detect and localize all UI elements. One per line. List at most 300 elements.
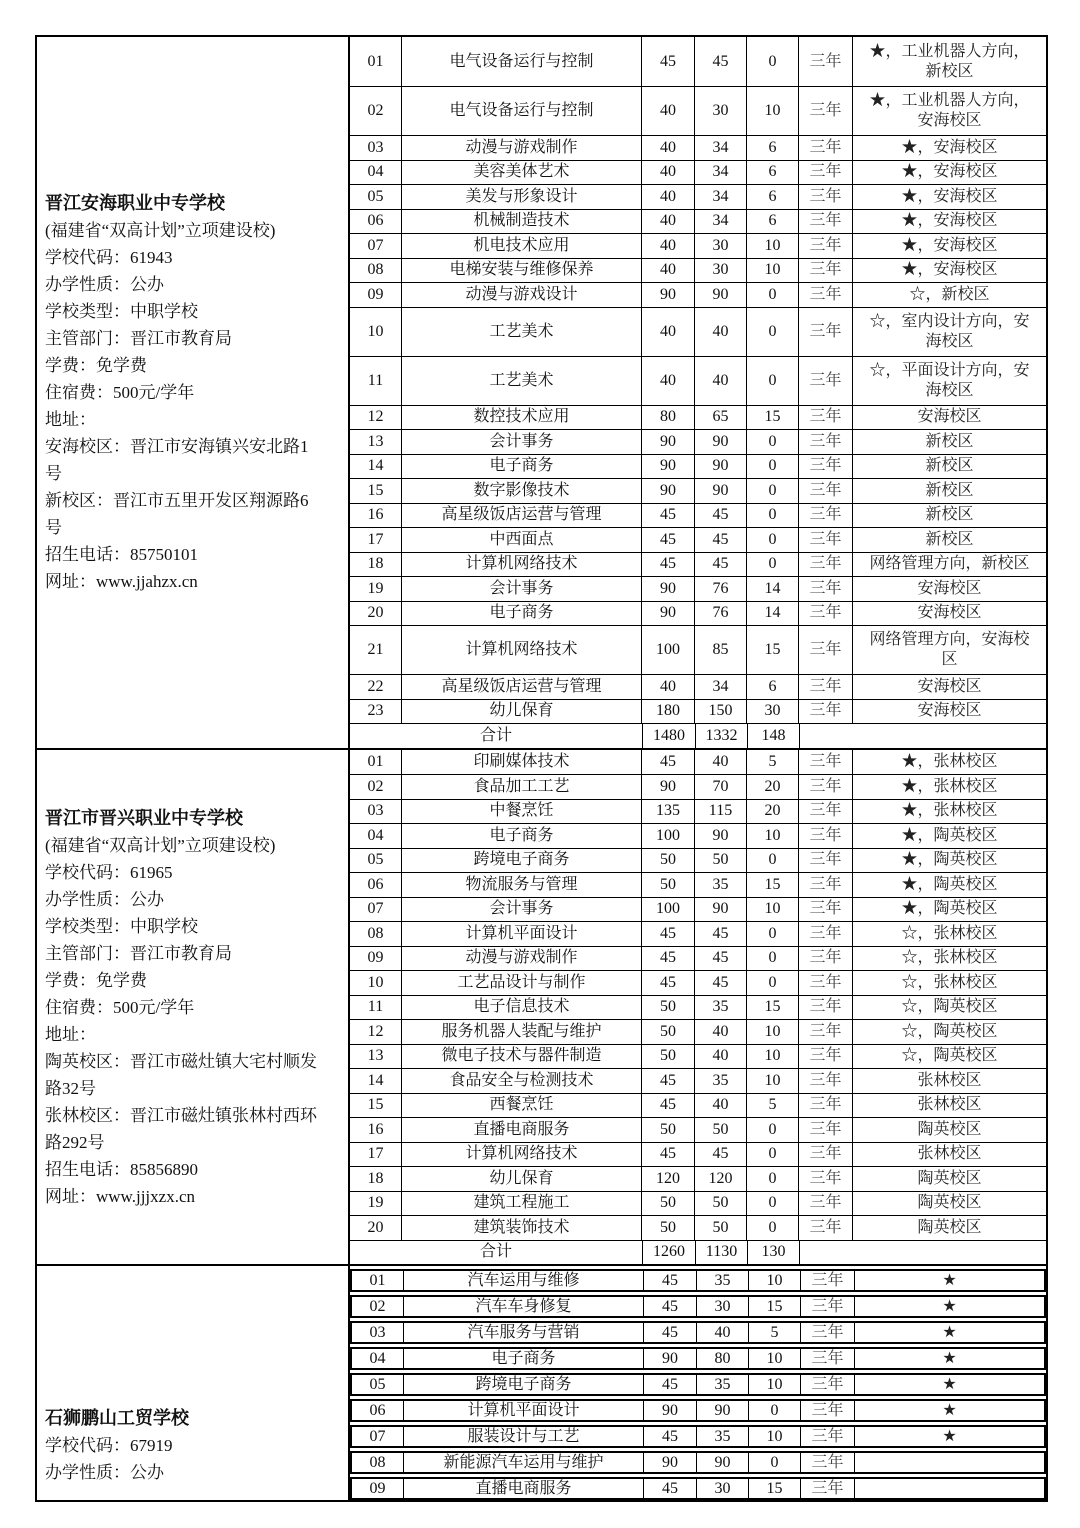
count-col1: 45	[642, 750, 695, 775]
row-number: 04	[352, 1349, 404, 1368]
remark: ★，工业机器人方向，新校区	[869, 42, 1030, 80]
remark: ★	[942, 1297, 957, 1315]
school-section-jinjiang-anhai	[37, 37, 1046, 748]
duration: 三年	[799, 898, 853, 922]
duration: 三年	[799, 234, 853, 258]
table-row	[350, 1451, 1046, 1474]
remark: ★，安海校区	[901, 138, 998, 156]
row-number: 05	[352, 1375, 404, 1394]
count-col3: 14	[747, 577, 799, 601]
major-name: 电气设备运行与控制	[402, 37, 642, 86]
row-number: 09	[350, 283, 402, 307]
table-row	[350, 454, 1046, 479]
count-col2: 76	[695, 577, 747, 601]
major-name: 计算机平面设计	[402, 922, 642, 946]
major-name: 电梯安装与维修保养	[402, 259, 642, 283]
count-col2: 45	[695, 553, 747, 577]
remark: ☆，室内设计方向，安海校区	[869, 312, 1030, 350]
table-row	[350, 1191, 1046, 1216]
row-number: 14	[350, 1069, 402, 1093]
major-name: 食品加工工艺	[402, 775, 642, 799]
count-col2: 34	[695, 210, 747, 234]
school-name: 石狮鹏山工贸学校	[45, 1408, 189, 1428]
count-col2: 45	[695, 504, 747, 528]
major-name: 汽车车身修复	[404, 1297, 644, 1316]
table-row	[350, 307, 1046, 356]
school-details	[45, 217, 322, 595]
count-col1: 50	[642, 1118, 695, 1142]
major-name: 计算机网络技术	[402, 553, 642, 577]
count-col1: 45	[644, 1479, 697, 1498]
count-col1: 40	[642, 308, 695, 356]
count-col1: 50	[642, 873, 695, 897]
row-number: 11	[350, 996, 402, 1020]
count-col1: 45	[642, 528, 695, 552]
row-number: 12	[350, 406, 402, 430]
school-info-line: 住宿费：500元/学年	[45, 383, 195, 403]
duration: 三年	[799, 1216, 853, 1240]
major-name: 微电子技术与器件制造	[402, 1045, 642, 1069]
count-col1: 90	[642, 455, 695, 479]
remark: ★，陶英校区	[901, 826, 998, 844]
table-row	[350, 1295, 1046, 1318]
row-number: 03	[350, 800, 402, 824]
remark: 新校区	[925, 506, 974, 524]
table-row	[350, 1321, 1046, 1344]
count-col2: 40	[695, 308, 747, 356]
major-name: 电子商务	[402, 602, 642, 626]
table-row	[350, 1117, 1046, 1142]
count-col1: 45	[644, 1375, 697, 1394]
remark: ★，工业机器人方向，安海校区	[869, 92, 1030, 129]
major-name: 中西面点	[402, 528, 642, 552]
major-name: 汽车服务与营销	[404, 1323, 644, 1342]
count-col2: 35	[695, 873, 747, 897]
row-number: 06	[350, 873, 402, 897]
row-number: 01	[350, 750, 402, 775]
count-col1: 45	[642, 1094, 695, 1118]
school-info-line: 张林校区：晋江市磁灶镇张林村西环路292号	[45, 1105, 317, 1152]
remark: 陶英校区	[917, 1120, 982, 1138]
count-col3: 10	[749, 1375, 801, 1394]
major-name: 计算机平面设计	[404, 1401, 644, 1420]
school-info-line: 新校区：晋江市五里开发区翔源路6号	[45, 491, 309, 538]
table-row	[350, 576, 1046, 601]
table-row	[350, 872, 1046, 897]
remark: 安海校区	[917, 677, 982, 695]
school-info-line: 学校类型：中职学校	[45, 302, 198, 322]
count-col3: 10	[747, 1020, 799, 1044]
remark: ☆，陶英校区	[901, 998, 998, 1016]
total-col2: 1332	[696, 724, 748, 748]
school-info-line: 地址：	[45, 410, 96, 430]
count-col1: 100	[642, 626, 695, 674]
count-col3: 0	[747, 528, 799, 552]
duration: 三年	[799, 553, 853, 577]
count-col3: 0	[747, 479, 799, 503]
count-col2: 35	[695, 996, 747, 1020]
row-number: 05	[350, 849, 402, 873]
duration: 三年	[801, 1323, 855, 1342]
table-row	[350, 405, 1046, 430]
major-name: 计算机网络技术	[402, 1143, 642, 1167]
major-name: 会计事务	[402, 898, 642, 922]
table-row	[350, 86, 1046, 135]
school-info-line: 安海校区：晋江市安海镇兴安北路1号	[45, 437, 309, 484]
duration: 三年	[799, 528, 853, 552]
count-col3: 0	[747, 922, 799, 946]
count-col2: 45	[695, 922, 747, 946]
row-number: 13	[350, 1045, 402, 1069]
row-number: 10	[350, 971, 402, 995]
count-col2: 45	[695, 1143, 747, 1167]
remark: ☆，张林校区	[901, 924, 998, 942]
major-name: 机械制造技术	[402, 210, 642, 234]
school-info-line: 办学性质：公办	[45, 1463, 164, 1482]
major-name: 动漫与游戏制作	[402, 136, 642, 160]
count-col2: 40	[695, 357, 747, 405]
remark: 陶英校区	[917, 1218, 982, 1236]
row-number: 18	[350, 553, 402, 577]
count-col3: 20	[747, 775, 799, 799]
duration: 三年	[799, 577, 853, 601]
count-col2: 35	[697, 1427, 749, 1446]
major-name: 会计事务	[402, 577, 642, 601]
remark: ★，张林校区	[901, 777, 998, 795]
table-row	[350, 1347, 1046, 1370]
count-col3: 20	[747, 800, 799, 824]
duration: 三年	[801, 1271, 855, 1290]
remark: ★	[942, 1401, 957, 1419]
major-name: 中餐烹饪	[402, 800, 642, 824]
count-col2: 90	[697, 1401, 749, 1420]
remark: 张林校区	[917, 1071, 982, 1089]
duration: 三年	[799, 700, 853, 724]
remark: 新校区	[925, 432, 974, 450]
count-col1: 90	[642, 775, 695, 799]
count-col2: 70	[695, 775, 747, 799]
count-col2: 30	[695, 87, 747, 135]
remark: ☆，陶英校区	[901, 1022, 998, 1040]
major-name: 工艺美术	[402, 357, 642, 405]
total-col1: 1480	[643, 724, 696, 748]
row-number: 20	[350, 1216, 402, 1240]
school-info-line: 地址：	[45, 1024, 96, 1044]
count-col2: 80	[697, 1349, 749, 1368]
table-row	[350, 750, 1046, 775]
major-name: 直播电商服务	[402, 1118, 642, 1142]
major-rows	[350, 1266, 1046, 1500]
count-col3: 10	[747, 234, 799, 258]
remark: ☆，新校区	[909, 285, 990, 303]
table-row	[350, 233, 1046, 258]
major-name: 幼儿保育	[402, 700, 642, 724]
duration: 三年	[801, 1375, 855, 1394]
count-col3: 0	[747, 947, 799, 971]
count-col1: 45	[642, 947, 695, 971]
school-info-line: 招生电话：85750101	[45, 545, 198, 565]
total-blank	[800, 724, 1046, 748]
major-name: 高星级饭店运营与管理	[402, 675, 642, 699]
count-col1: 40	[642, 87, 695, 135]
duration: 三年	[799, 922, 853, 946]
table-row	[350, 1425, 1046, 1448]
count-col3: 0	[747, 553, 799, 577]
school-info-line: 学校代码：61965	[45, 862, 173, 882]
count-col2: 35	[697, 1375, 749, 1394]
total-col3: 130	[748, 1241, 800, 1265]
count-col1: 40	[642, 234, 695, 258]
table-row	[350, 429, 1046, 454]
major-name: 建筑工程施工	[402, 1192, 642, 1216]
duration: 三年	[799, 1143, 853, 1167]
remark: ★	[942, 1271, 957, 1289]
major-name: 电子商务	[402, 455, 642, 479]
remark: 安海校区	[917, 408, 982, 426]
school-info-cell	[37, 750, 350, 1265]
major-name: 电子商务	[402, 824, 642, 848]
total-col2: 1130	[696, 1241, 748, 1265]
row-number: 15	[350, 1094, 402, 1118]
table-row	[350, 1373, 1046, 1396]
row-number: 16	[350, 504, 402, 528]
major-name: 动漫与游戏设计	[402, 283, 642, 307]
duration: 三年	[799, 161, 853, 185]
count-col1: 90	[644, 1349, 697, 1368]
major-name: 工艺品设计与制作	[402, 971, 642, 995]
row-number: 02	[350, 775, 402, 799]
count-col3: 5	[747, 1094, 799, 1118]
school-info-line: 学校代码：67919	[45, 1436, 173, 1455]
row-number: 08	[352, 1453, 404, 1472]
duration: 三年	[799, 849, 853, 873]
remark: 安海校区	[917, 702, 982, 720]
table-row	[350, 1142, 1046, 1167]
count-col1: 90	[642, 479, 695, 503]
remark: 陶英校区	[917, 1194, 982, 1212]
count-col1: 45	[642, 1143, 695, 1167]
count-col1: 40	[642, 185, 695, 209]
count-col3: 6	[747, 675, 799, 699]
count-col3: 6	[747, 185, 799, 209]
count-col2: 30	[697, 1297, 749, 1316]
school-info-line: 学校代码：61943	[45, 248, 173, 268]
school-info-line: 办学性质：公办	[45, 889, 164, 909]
count-col2: 34	[695, 185, 747, 209]
row-number: 08	[350, 922, 402, 946]
duration: 三年	[799, 1045, 853, 1069]
remark	[855, 1479, 1044, 1498]
count-col3: 0	[747, 37, 799, 86]
count-col2: 90	[695, 479, 747, 503]
count-col2: 40	[695, 1045, 747, 1069]
count-col1: 50	[642, 996, 695, 1020]
school-info-line: (福建省“双高计划”立项建设校)	[45, 221, 276, 241]
row-number: 10	[350, 308, 402, 356]
row-number: 09	[352, 1479, 404, 1498]
major-name: 新能源汽车运用与维护	[404, 1453, 644, 1472]
count-col1: 45	[642, 504, 695, 528]
school-name: 晋江安海职业中专学校	[45, 193, 225, 214]
school-info-line: 主管部门：晋江市教育局	[45, 943, 232, 963]
school-info-line: 住宿费：500元/学年	[45, 997, 195, 1017]
count-col2: 150	[695, 700, 747, 724]
school-info-line: 网址：www.jjahzx.cn	[45, 572, 198, 592]
remark: ★，安海校区	[901, 236, 998, 254]
table-row	[350, 774, 1046, 799]
count-col3: 10	[747, 87, 799, 135]
table-row	[350, 970, 1046, 995]
count-col1: 90	[642, 283, 695, 307]
count-col3: 0	[747, 1143, 799, 1167]
row-number: 06	[352, 1401, 404, 1420]
duration: 三年	[801, 1427, 855, 1446]
count-col2: 50	[695, 1192, 747, 1216]
major-name: 西餐烹饪	[402, 1094, 642, 1118]
total-blank	[800, 1241, 1046, 1265]
remark: 新校区	[925, 530, 974, 548]
remark: ☆，平面设计方向，安海校区	[869, 361, 1030, 399]
table-row	[350, 995, 1046, 1020]
school-info-line: 陶英校区：晋江市磁灶镇大宅村顺发路32号	[45, 1051, 317, 1098]
row-number: 17	[350, 528, 402, 552]
duration: 三年	[801, 1453, 855, 1472]
row-number: 03	[352, 1323, 404, 1342]
school-info-line: 办学性质：公办	[45, 275, 164, 295]
row-number: 19	[350, 577, 402, 601]
count-col3: 0	[747, 971, 799, 995]
duration: 三年	[799, 1192, 853, 1216]
major-name: 工艺美术	[402, 308, 642, 356]
count-col2: 35	[695, 1069, 747, 1093]
count-col3: 10	[747, 824, 799, 848]
count-col3: 10	[749, 1349, 801, 1368]
count-col3: 5	[749, 1323, 801, 1342]
row-number: 01	[352, 1271, 404, 1290]
row-number: 05	[350, 185, 402, 209]
count-col1: 80	[642, 406, 695, 430]
count-col2: 30	[697, 1479, 749, 1498]
remark: ★	[942, 1375, 957, 1393]
table-row	[350, 674, 1046, 699]
count-col2: 90	[695, 455, 747, 479]
count-col2: 65	[695, 406, 747, 430]
duration: 三年	[799, 626, 853, 674]
row-number: 02	[352, 1297, 404, 1316]
count-col1: 90	[642, 602, 695, 626]
enrollment-plan-table	[35, 35, 1048, 1502]
count-col2: 50	[695, 1216, 747, 1240]
count-col3: 0	[747, 357, 799, 405]
count-col3: 10	[747, 898, 799, 922]
row-number: 07	[352, 1427, 404, 1446]
major-name: 服务机器人装配与维护	[402, 1020, 642, 1044]
remark: 安海校区	[917, 604, 982, 622]
major-name: 电子商务	[404, 1349, 644, 1368]
duration: 三年	[799, 996, 853, 1020]
count-col1: 45	[644, 1297, 697, 1316]
remark: ★，张林校区	[901, 752, 998, 770]
count-col3: 0	[747, 849, 799, 873]
count-col2: 76	[695, 602, 747, 626]
remark: 张林校区	[917, 1096, 982, 1114]
row-number: 19	[350, 1192, 402, 1216]
count-col3: 15	[747, 996, 799, 1020]
school-info-line: 网址：www.jjjxzx.cn	[45, 1186, 195, 1206]
duration: 三年	[799, 185, 853, 209]
count-col2: 40	[695, 1020, 747, 1044]
major-name: 高星级饭店运营与管理	[402, 504, 642, 528]
count-col2: 90	[695, 898, 747, 922]
duration: 三年	[799, 947, 853, 971]
count-col1: 50	[642, 1020, 695, 1044]
row-number: 16	[350, 1118, 402, 1142]
table-row	[350, 848, 1046, 873]
major-name: 印刷媒体技术	[402, 750, 642, 775]
total-label: 合计	[350, 724, 643, 748]
count-col1: 90	[642, 577, 695, 601]
major-name: 物流服务与管理	[402, 873, 642, 897]
remark: ☆，张林校区	[901, 949, 998, 967]
row-number: 23	[350, 700, 402, 724]
count-col3: 10	[747, 259, 799, 283]
remark: ★，陶英校区	[901, 900, 998, 918]
count-col2: 90	[695, 283, 747, 307]
count-col3: 15	[749, 1297, 801, 1316]
row-number: 13	[350, 430, 402, 454]
school-info-line: 招生电话：85856890	[45, 1159, 198, 1179]
total-col1: 1260	[643, 1241, 696, 1265]
table-row	[350, 1068, 1046, 1093]
count-col3: 0	[749, 1453, 801, 1472]
count-col1: 45	[644, 1323, 697, 1342]
count-col1: 45	[642, 553, 695, 577]
count-col3: 0	[747, 455, 799, 479]
table-row	[350, 1019, 1046, 1044]
major-name: 电气设备运行与控制	[402, 87, 642, 135]
count-col1: 90	[642, 430, 695, 454]
table-row	[350, 601, 1046, 626]
duration: 三年	[799, 259, 853, 283]
total-row	[350, 1240, 1046, 1265]
table-row	[350, 356, 1046, 405]
count-col2: 50	[695, 849, 747, 873]
count-col2: 45	[695, 528, 747, 552]
remark: ★，张林校区	[901, 802, 998, 820]
school-info-cell	[37, 37, 350, 748]
row-number: 15	[350, 479, 402, 503]
row-number: 22	[350, 675, 402, 699]
count-col1: 90	[644, 1401, 697, 1420]
duration: 三年	[799, 1118, 853, 1142]
table-row	[350, 552, 1046, 577]
row-number: 18	[350, 1167, 402, 1191]
row-number: 20	[350, 602, 402, 626]
table-row	[350, 209, 1046, 234]
duration: 三年	[799, 971, 853, 995]
table-row	[350, 527, 1046, 552]
table-row	[350, 184, 1046, 209]
count-col1: 90	[644, 1453, 697, 1472]
major-name: 电子信息技术	[402, 996, 642, 1020]
school-info-line: 学费：免学费	[45, 356, 147, 376]
row-number: 07	[350, 234, 402, 258]
remark: ★，安海校区	[901, 261, 998, 279]
major-name: 美容美体艺术	[402, 161, 642, 185]
remark: ★，安海校区	[901, 212, 998, 230]
row-number: 07	[350, 898, 402, 922]
count-col3: 0	[747, 430, 799, 454]
